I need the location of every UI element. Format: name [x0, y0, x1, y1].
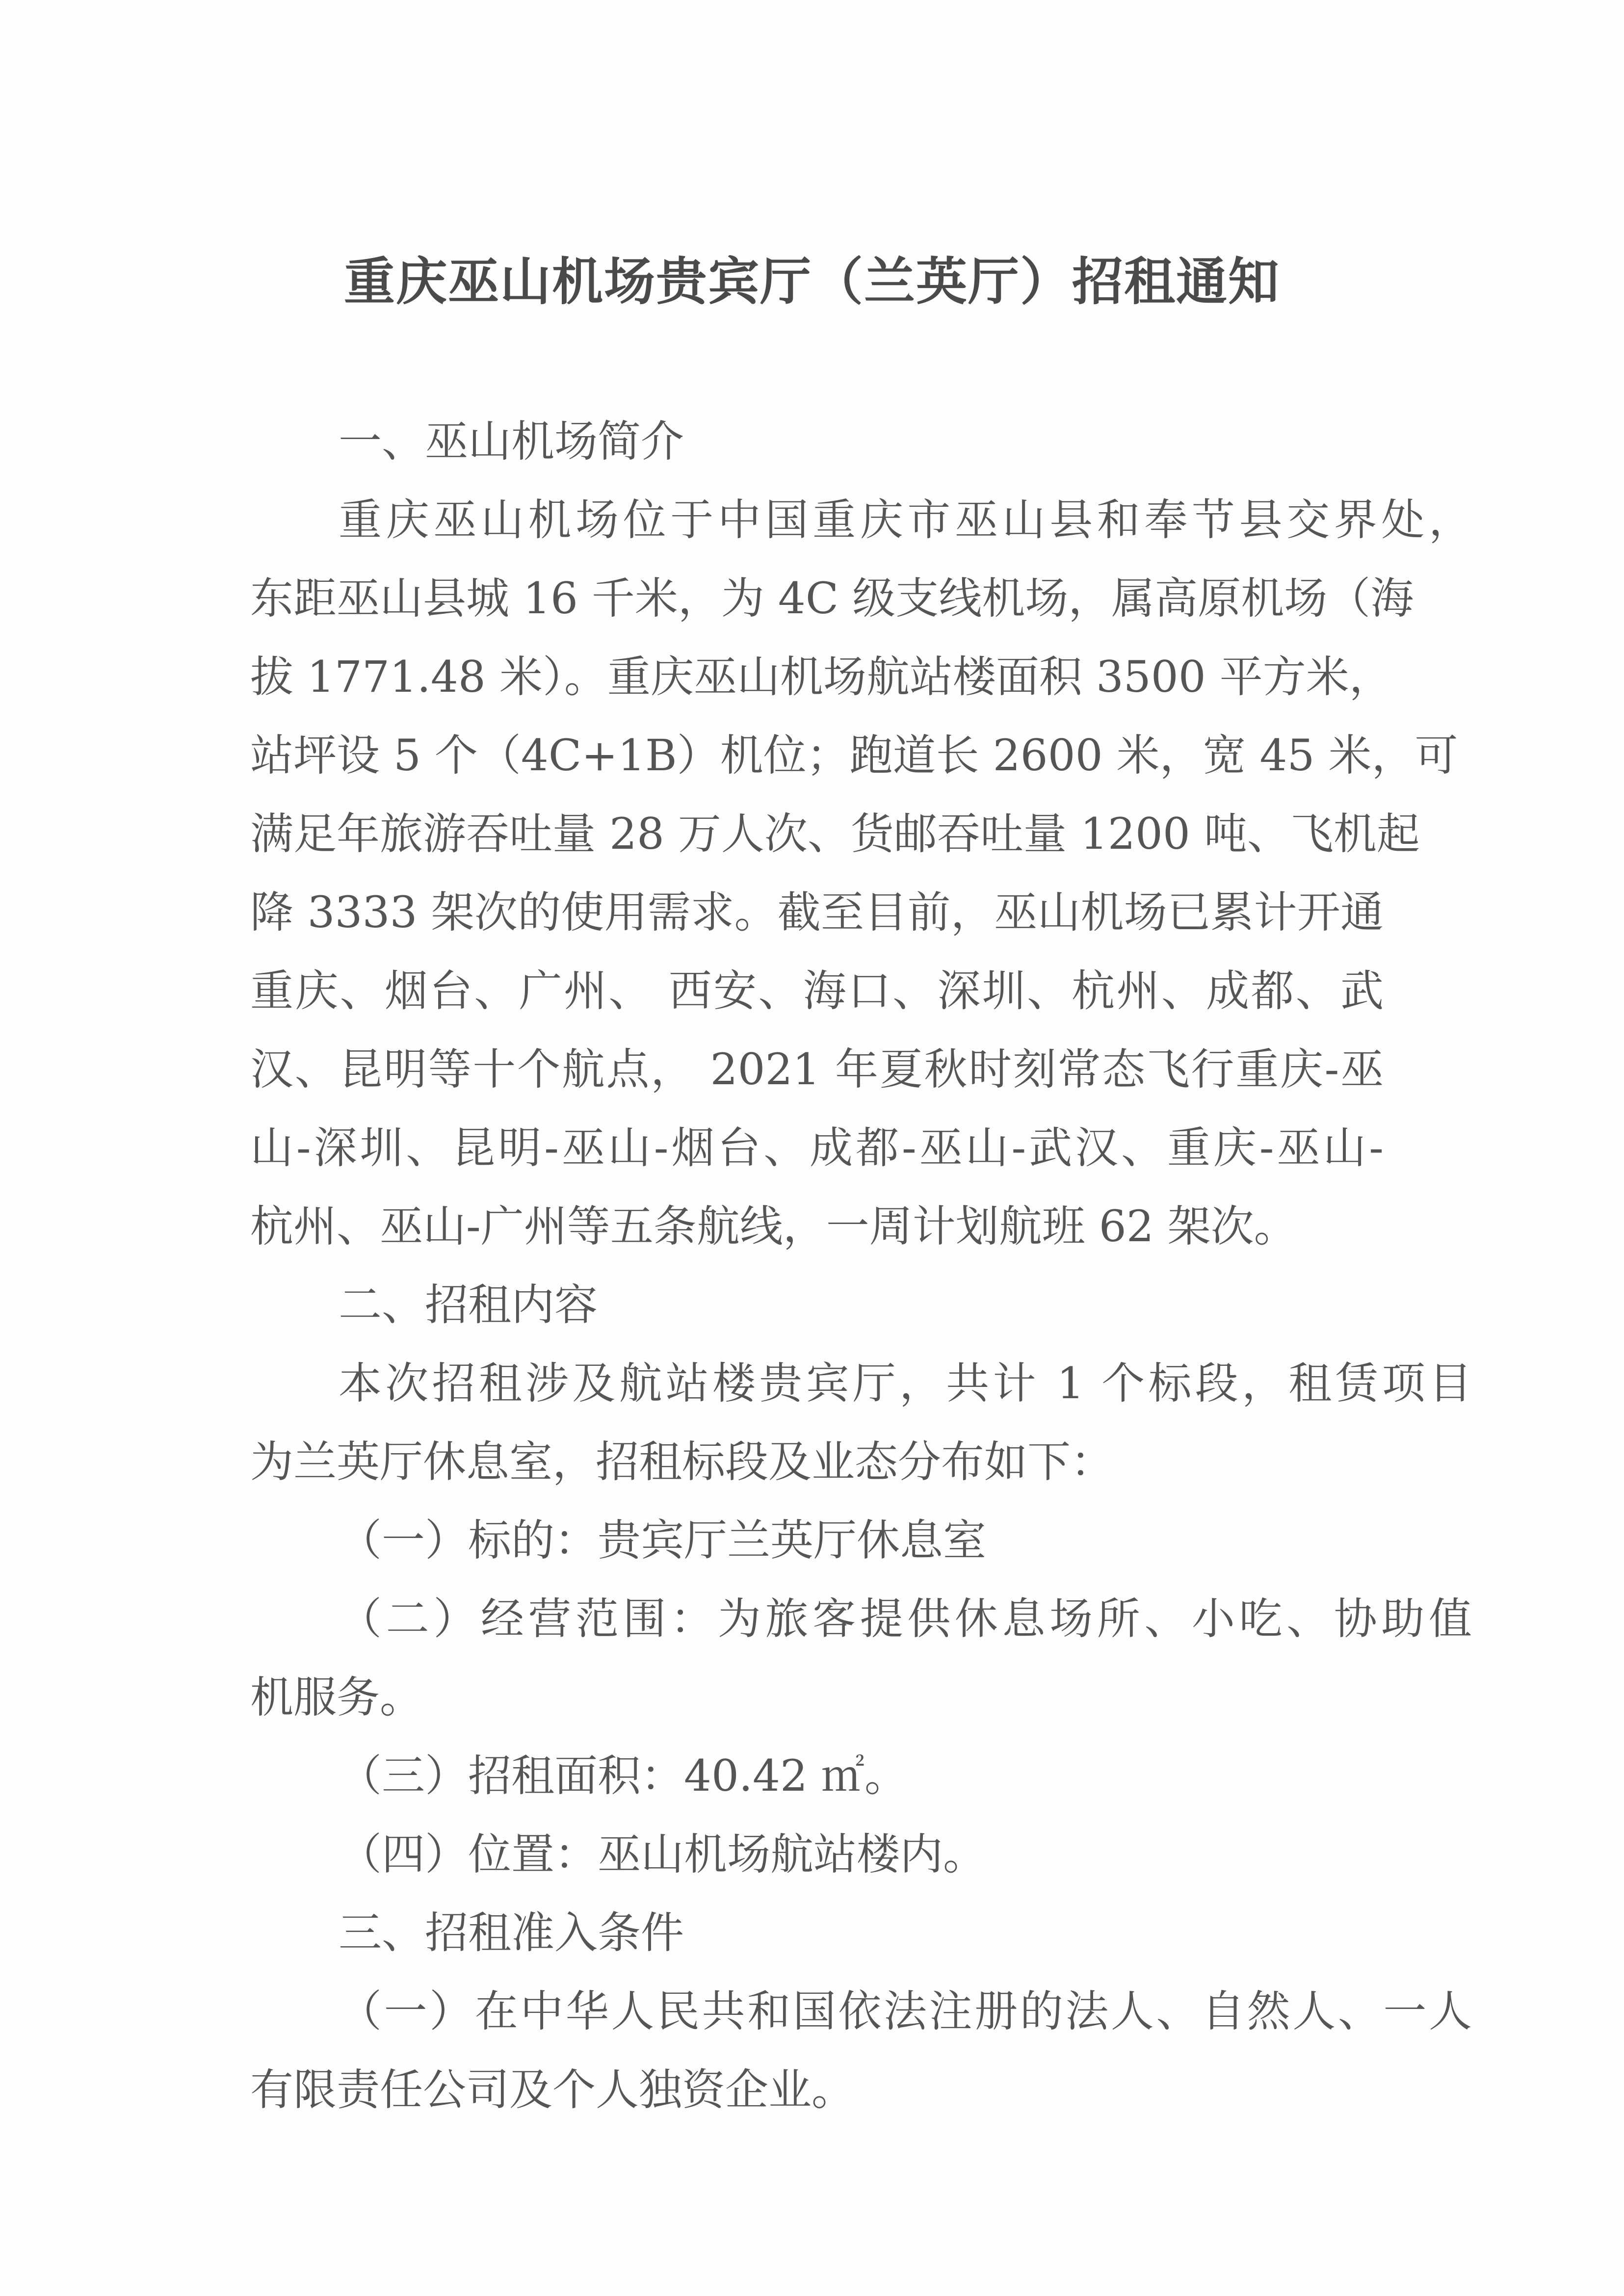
paragraph-line: 杭州、巫山-广州等五条航线，一周计划航班 62 架次。	[250, 1201, 1297, 1252]
paragraph-line: 拔 1771.48 米）。重庆巫山机场航站楼面积 3500 平方米，	[250, 652, 1392, 702]
list-item: （四）位置：巫山机场航站楼内。	[339, 1829, 987, 1879]
paragraph-line: 汉、昆明等十个航点， 2021 年夏秋时刻常态飞行重庆-巫	[250, 1044, 1384, 1095]
document-title: 重庆巫山机场贵宾厅（兰英厅）招租通知	[343, 252, 1280, 312]
paragraph-line: 站坪设 5 个（4C+1B）机位；跑道长 2600 米，宽 45 米，可	[250, 730, 1458, 781]
list-item-continuation: 机服务。	[250, 1672, 423, 1722]
paragraph-line: 重庆、烟台、广州、 西安、海口、深圳、杭州、成都、武	[250, 965, 1384, 1016]
section-heading-3: 三、招租准入条件	[339, 1907, 684, 1958]
paragraph-line: 降 3333 架次的使用需求。截至目前，巫山机场已累计开通	[250, 887, 1384, 938]
list-item: （一）在中华人民共和国依法注册的法人、自然人、一人	[339, 1986, 1472, 2036]
paragraph-line: 山-深圳、昆明-巫山-烟台、成都-巫山-武汉、重庆-巫山-	[250, 1122, 1384, 1173]
list-item-continuation: 有限责任公司及个人独资企业。	[250, 2064, 855, 2115]
section-heading-2: 二、招租内容	[339, 1279, 598, 1330]
paragraph-line: 东距巫山县城 16 千米，为 4C 级支线机场，属高原机场（海	[250, 573, 1414, 624]
list-item: （一）标的：贵宾厅兰英厅休息室	[339, 1515, 987, 1565]
paragraph-line: 满足年旅游吞吐量 28 万人次、货邮吞吐量 1200 吨、飞机起	[250, 809, 1420, 859]
paragraph-line: 本次招租涉及航站楼贵宾厅，共计 1 个标段，租赁项目	[339, 1358, 1472, 1409]
list-item: （二）经营范围：为旅客提供休息场所、小吃、协助值	[339, 1593, 1472, 1644]
paragraph-line: 为兰英厅休息室，招租标段及业态分布如下：	[250, 1436, 1114, 1487]
list-item: （三）招租面积：40.42 ㎡。	[339, 1750, 908, 1801]
paragraph-line: 重庆巫山机场位于中国重庆市巫山县和奉节县交界处，	[339, 495, 1472, 545]
section-heading-1: 一、巫山机场简介	[339, 416, 684, 467]
